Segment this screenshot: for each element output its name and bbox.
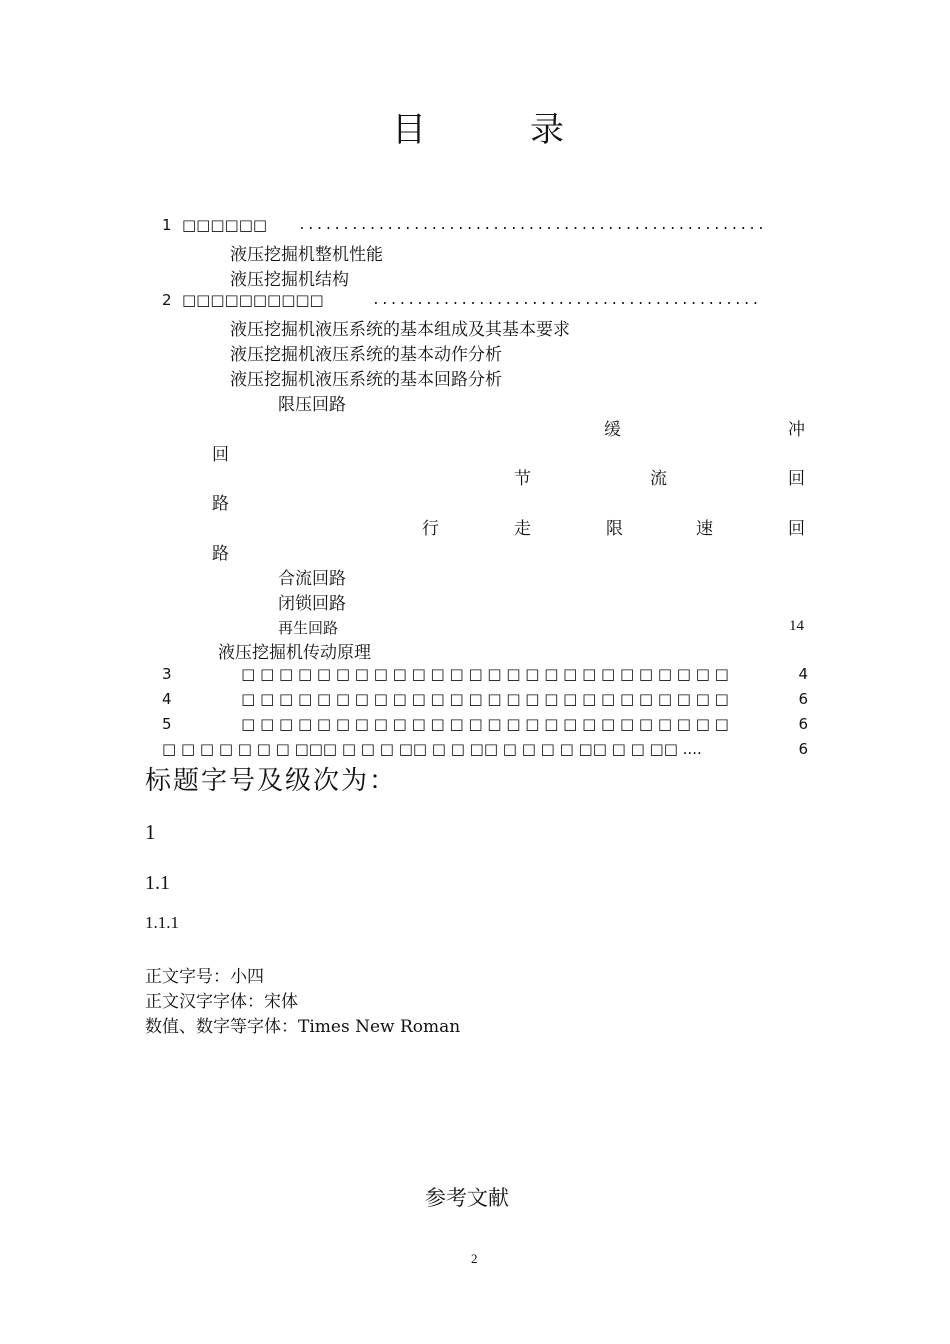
toc-entry-char: 冲 — [788, 420, 805, 440]
references-heading: 参考文献 — [425, 1186, 509, 1210]
toc-entry-char: 回 — [788, 519, 805, 539]
toc-ch2-leader: ............................................ — [372, 293, 761, 308]
toc-last-row-page: 6 — [798, 740, 808, 758]
toc-entry-char: 路 — [212, 544, 229, 564]
toc-ch3-row — [162, 663, 808, 685]
toc-entry-char: 流 — [650, 469, 667, 489]
body-font-size-note: 正文字号：小四 — [145, 967, 264, 987]
heading-level-3: 1.1.1 — [145, 913, 179, 932]
toc-page-number: 14 — [789, 618, 804, 634]
toc-entry: 限压回路 — [278, 395, 346, 415]
toc-entry: 再生回路 — [278, 619, 339, 637]
toc-ch2-number: 2 — [162, 291, 172, 309]
toc-entry: 液压挖掘机液压系统的基本回路分析 — [230, 370, 502, 390]
toc-ch5-leader: □ □ □ □ □ □ □ □ □ □ □ □ □ □ □ □ □ □ □ □ □ □ □ □ □ □ — [241, 715, 729, 733]
toc-ch3-number: 3 — [162, 665, 172, 683]
toc-ch2-label: □□□□□□□□□□ — [182, 291, 324, 309]
toc-entry-char: 走 — [514, 519, 531, 539]
toc-title-left: 目 — [392, 110, 426, 150]
heading-level-1: 1 — [145, 820, 156, 844]
toc-ch3-page: 4 — [798, 665, 808, 683]
toc-entry-char: 回 — [212, 445, 229, 465]
heading-sizes-title: 标题字号及级次为： — [145, 766, 398, 796]
toc-ch4-page: 6 — [798, 690, 808, 708]
toc-entry-char: 行 — [422, 519, 439, 539]
toc-entry: 液压挖掘机液压系统的基本动作分析 — [230, 345, 502, 365]
toc-entry-char: 回 — [788, 469, 805, 489]
toc-ch1-number: 1 — [162, 216, 172, 234]
toc-ch4-row — [162, 688, 808, 710]
toc-last-row-text: □ □ □ □ □ □ □ □□□ □ □ □ □□ □ □ □□ □ □ □ □ □□ □ □ □□ .... — [162, 740, 702, 758]
toc-entry-char: 路 — [212, 494, 229, 514]
toc-last-row — [162, 738, 808, 760]
toc-ch5-number: 5 — [162, 715, 172, 733]
toc-ch4-number: 4 — [162, 690, 172, 708]
toc-entry-char: 缓 — [604, 420, 621, 440]
toc-ch4-leader: □ □ □ □ □ □ □ □ □ □ □ □ □ □ □ □ □ □ □ □ □ □ □ □ □ □ — [241, 690, 729, 708]
toc-ch5-row — [162, 713, 808, 735]
toc-entry: 合流回路 — [278, 569, 346, 589]
toc-ch1-leader: ..................................................... — [298, 218, 766, 233]
page-number: 2 — [471, 1251, 478, 1266]
toc-entry-char: 限 — [606, 519, 623, 539]
toc-entry: 液压挖掘机液压系统的基本组成及其基本要求 — [230, 320, 570, 340]
toc-ch5-page: 6 — [798, 715, 808, 733]
body-font-note: 正文汉字字体：宋体 — [145, 992, 298, 1012]
toc-entry: 液压挖掘机结构 — [230, 270, 349, 290]
toc-entry-char: 速 — [696, 519, 713, 539]
toc-ch1-label: □□□□□□ — [182, 216, 268, 234]
toc-entry: 液压挖掘机整机性能 — [230, 245, 383, 265]
heading-level-2: 1.1 — [145, 872, 170, 894]
toc-ch3-leader: □ □ □ □ □ □ □ □ □ □ □ □ □ □ □ □ □ □ □ □ □ □ □ □ □ □ — [241, 665, 729, 683]
number-font-note: 数值、数字等字体：Times New Roman — [145, 1017, 461, 1037]
toc-entry: 液压挖掘机传动原理 — [218, 643, 371, 663]
toc-title-right: 录 — [530, 110, 564, 150]
toc-entry: 闭锁回路 — [278, 594, 346, 614]
toc-entry-char: 节 — [514, 469, 531, 489]
